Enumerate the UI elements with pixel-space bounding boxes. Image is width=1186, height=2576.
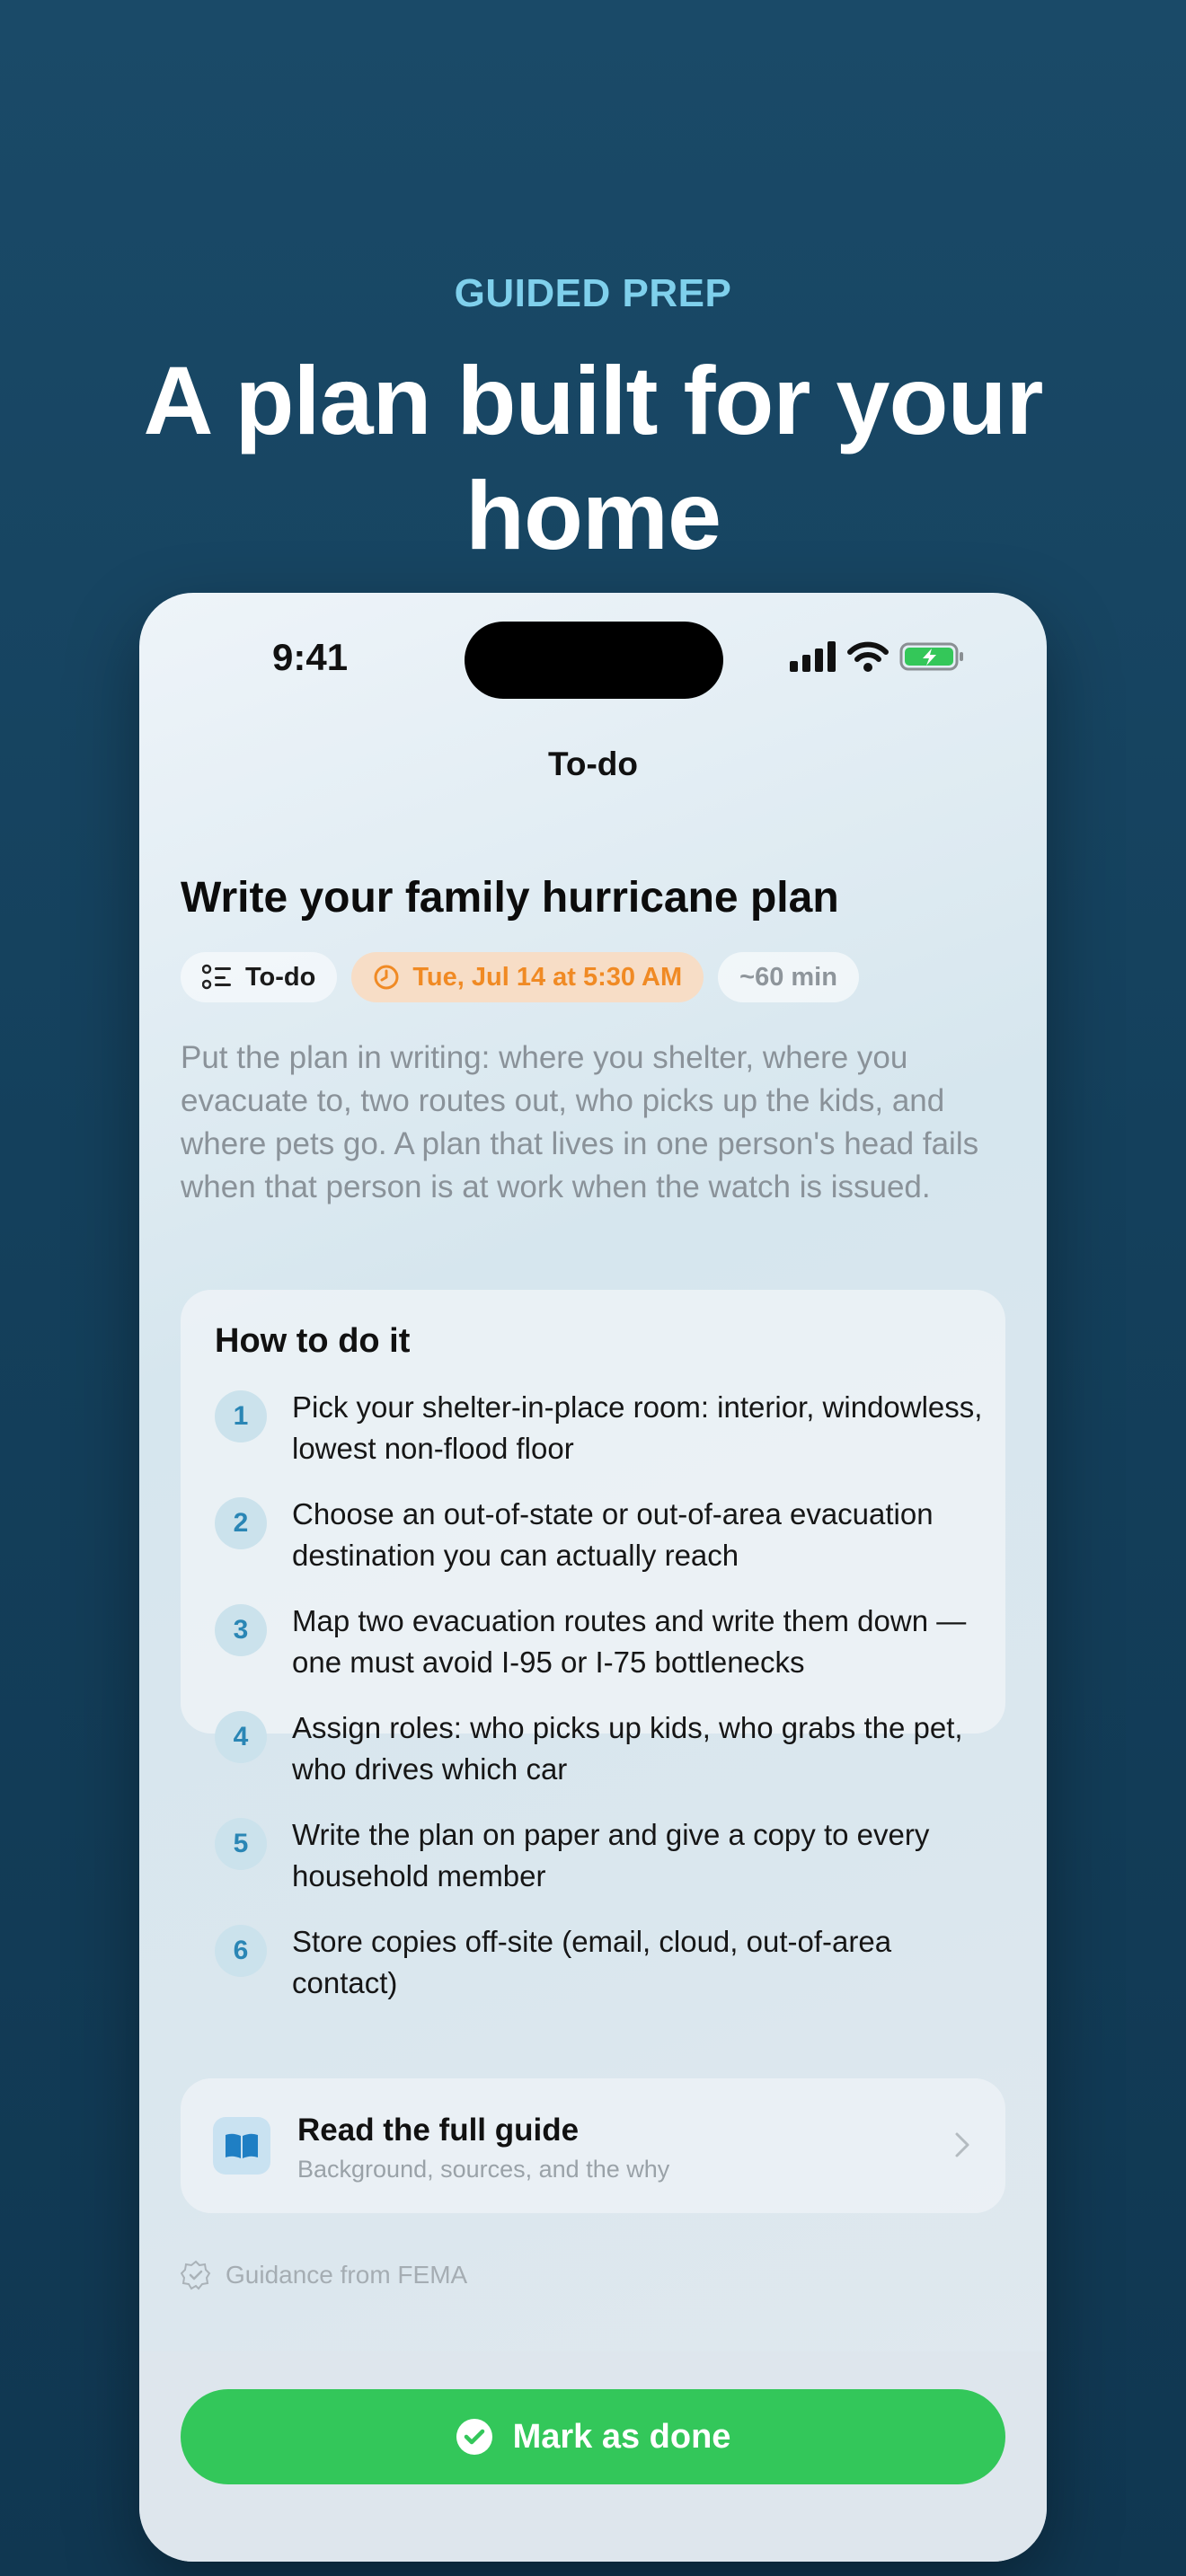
- mark-as-done-label: Mark as done: [512, 2417, 731, 2456]
- clock-icon: [373, 964, 400, 991]
- status-time: 9:41: [272, 636, 349, 678]
- dynamic-island: [465, 622, 723, 699]
- checkmark-circle-icon: [456, 2418, 493, 2456]
- step-text: Assign roles: who picks up kids, who grabs the pet, who drives which car: [292, 1711, 963, 1786]
- source-attribution: [181, 2260, 467, 2290]
- step-number: 1: [215, 1390, 267, 1442]
- task-title: Write your family hurricane plan: [181, 874, 839, 922]
- how-to-card: [181, 1290, 1005, 1999]
- step-text: Map two evacuation routes and write them down — one must avoid I-95 or I-75 bottlenecks: [292, 1604, 967, 1679]
- category-chip: [181, 952, 337, 1002]
- chevron-right-icon: [951, 2127, 973, 2163]
- step-item: [215, 1497, 993, 1576]
- wifi-icon: [847, 641, 889, 672]
- step-item: [215, 1390, 993, 1469]
- battery-charging-icon: [899, 641, 966, 672]
- nav-title: To-do: [548, 745, 638, 782]
- status-icons: [790, 641, 966, 672]
- guide-title: Read the full guide: [297, 2113, 580, 2148]
- step-number: 4: [215, 1711, 267, 1763]
- verified-badge-icon: [181, 2260, 211, 2290]
- step-text: Pick your shelter-in-place room: interior, windowless, lowest non-flood floor: [292, 1390, 983, 1465]
- category-chip-label: To-do: [245, 962, 316, 992]
- step-item: [215, 1925, 993, 2004]
- duration-chip: [718, 952, 859, 1002]
- mark-as-done-button[interactable]: [181, 2389, 1005, 2484]
- step-number: 5: [215, 1818, 267, 1870]
- step-item: [215, 1818, 993, 1897]
- source-text: Guidance from FEMA: [226, 2261, 468, 2289]
- step-text: Choose an out-of-state or out-of-area evacuation destination you can actually reach: [292, 1497, 934, 1572]
- eyebrow-label: GUIDED PREP: [454, 271, 732, 315]
- phone-screen: [139, 593, 1047, 2562]
- step-item: [215, 1711, 993, 1790]
- due-date-label: Tue, Jul 14 at 5:30 AM: [412, 962, 683, 992]
- step-text: Store copies off-site (email, cloud, out-of-area contact): [292, 1925, 892, 1999]
- how-to-title: How to do it: [215, 1322, 411, 1360]
- task-chips: [181, 952, 859, 1002]
- step-text: Write the plan on paper and give a copy to every household member: [292, 1818, 930, 1892]
- checklist-icon: [202, 964, 233, 991]
- book-icon: [213, 2117, 270, 2175]
- guide-subtitle: Background, sources, and the why: [297, 2156, 670, 2183]
- duration-label: ~60 min: [739, 962, 837, 992]
- step-number: 6: [215, 1925, 267, 1977]
- headline: A plan built for your home: [143, 346, 1043, 569]
- read-guide-row[interactable]: [181, 2078, 1005, 2213]
- step-number: 3: [215, 1604, 267, 1656]
- signal-icon: [790, 641, 836, 672]
- step-number: 2: [215, 1497, 267, 1549]
- step-item: [215, 1604, 993, 1683]
- task-description: Put the plan in writing: where you shelter, where you evacuate to, two routes out, who picks up the kids, and where pets go. A plan that lives in one person's head fails when that person is at work when the watch is issued.: [181, 1040, 979, 1204]
- due-date-chip: [351, 952, 704, 1002]
